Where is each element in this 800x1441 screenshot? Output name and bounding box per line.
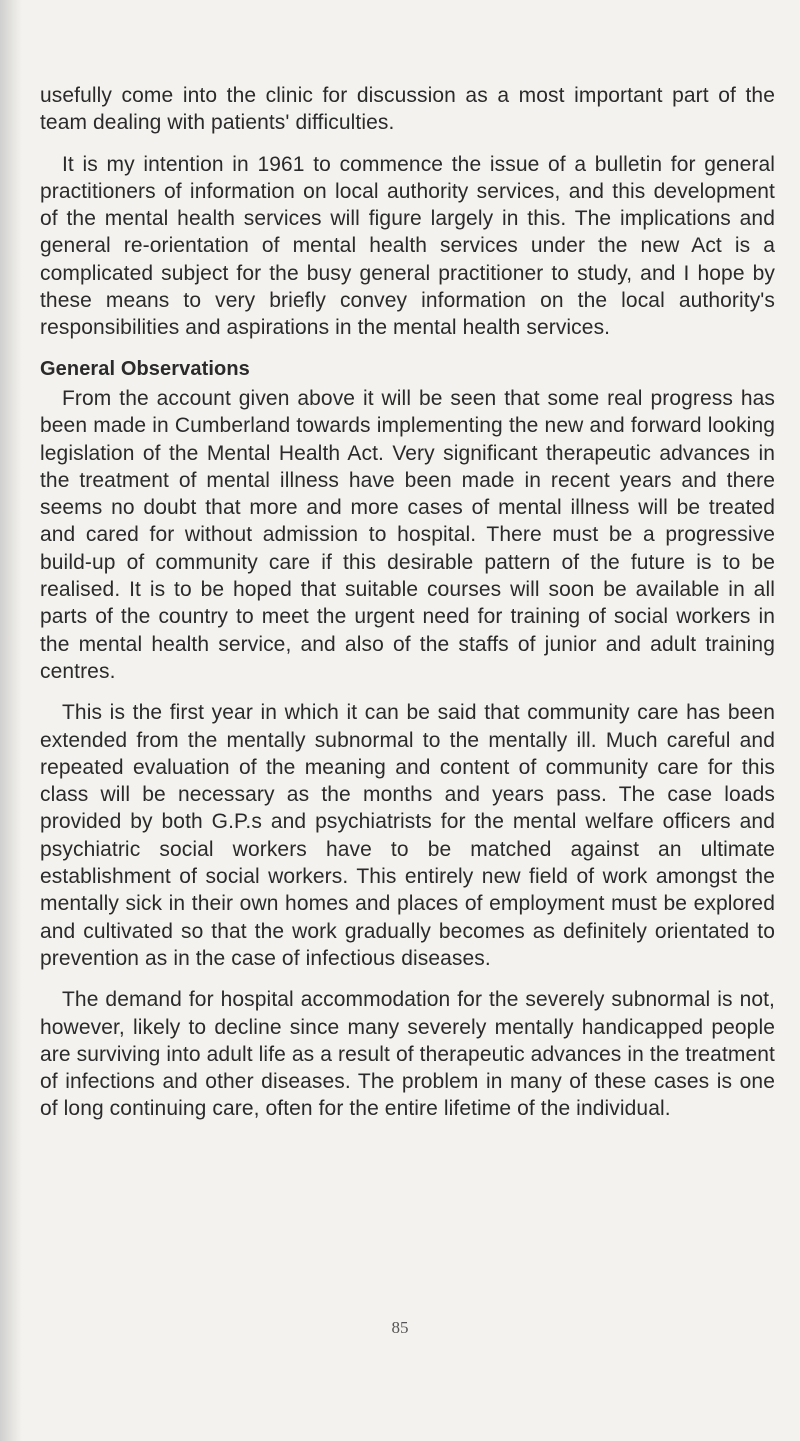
document-page bbox=[40, 82, 775, 1137]
page-number: 85 bbox=[391, 1318, 409, 1337]
paragraph-continued: usefully come into the clinic for discussion as a most important part of the team dealing with patients' difficulties. bbox=[40, 84, 775, 135]
paragraph-progress: From the account given above it will be seen that some real progress has been made in Cumberland towards implementing the new and forward looking legislation of the Mental Health Act. Very significant therapeutic advances in the treatment of mental illness have been made in recent years and there seems no doubt that more and more cases of mental illness will be treated and cared for without admission to hospital. There must be a progressive build-up of community care if this desirable pattern of the future is to be realised. It is to be hoped that suitable courses will soon be available in all parts of the country to meet the urgent need for training of social workers in the mental health service, and also of the staffs of junior and adult training centres. bbox=[40, 386, 775, 683]
paragraph-bulletin: It is my intention in 1961 to commence the issue of a bulletin for general practitioners of information on local authority services, and this development of the mental health services will figure largely in this. The implications and general re-orientation of mental health services under the new Act is a complicated subject for the busy general practitioner to study, and I hope by these means to very briefly convey information on the local authority's responsibilities and aspirations in the mental health services. bbox=[40, 152, 775, 340]
paragraph-hospital-demand: The demand for hospital accommodation for the severely subnormal is not, however, likely to decline since many severely mentally handicapped people are surviving into adult life as a result of therapeutic advances in the treatment of infections and other diseases. The problem in many of these cases is one of long continuing care, often for the entire lifetime of the individual. bbox=[40, 988, 775, 1121]
paragraph-community-care: This is the first year in which it can be said that community care has been extended from the mentally subnormal to the mentally ill. Much careful and repeated evaluation of the meaning and content of community care for this class will be necessary as the months and years pass. The case loads provided by both G.P.s and psychiatrists for the mental welfare officers and psychiatric social workers have to be matched against an ultimate establishment of social workers. This entirely new field of work amongst the mentally sick in their own homes and places of employment must be explored and cultivated so that the work gradually becomes as definitely orientated to prevention as in the case of infectious diseases. bbox=[40, 701, 775, 970]
page-edge-shadow bbox=[0, 0, 22, 1441]
section-heading: General Observations bbox=[40, 357, 250, 380]
